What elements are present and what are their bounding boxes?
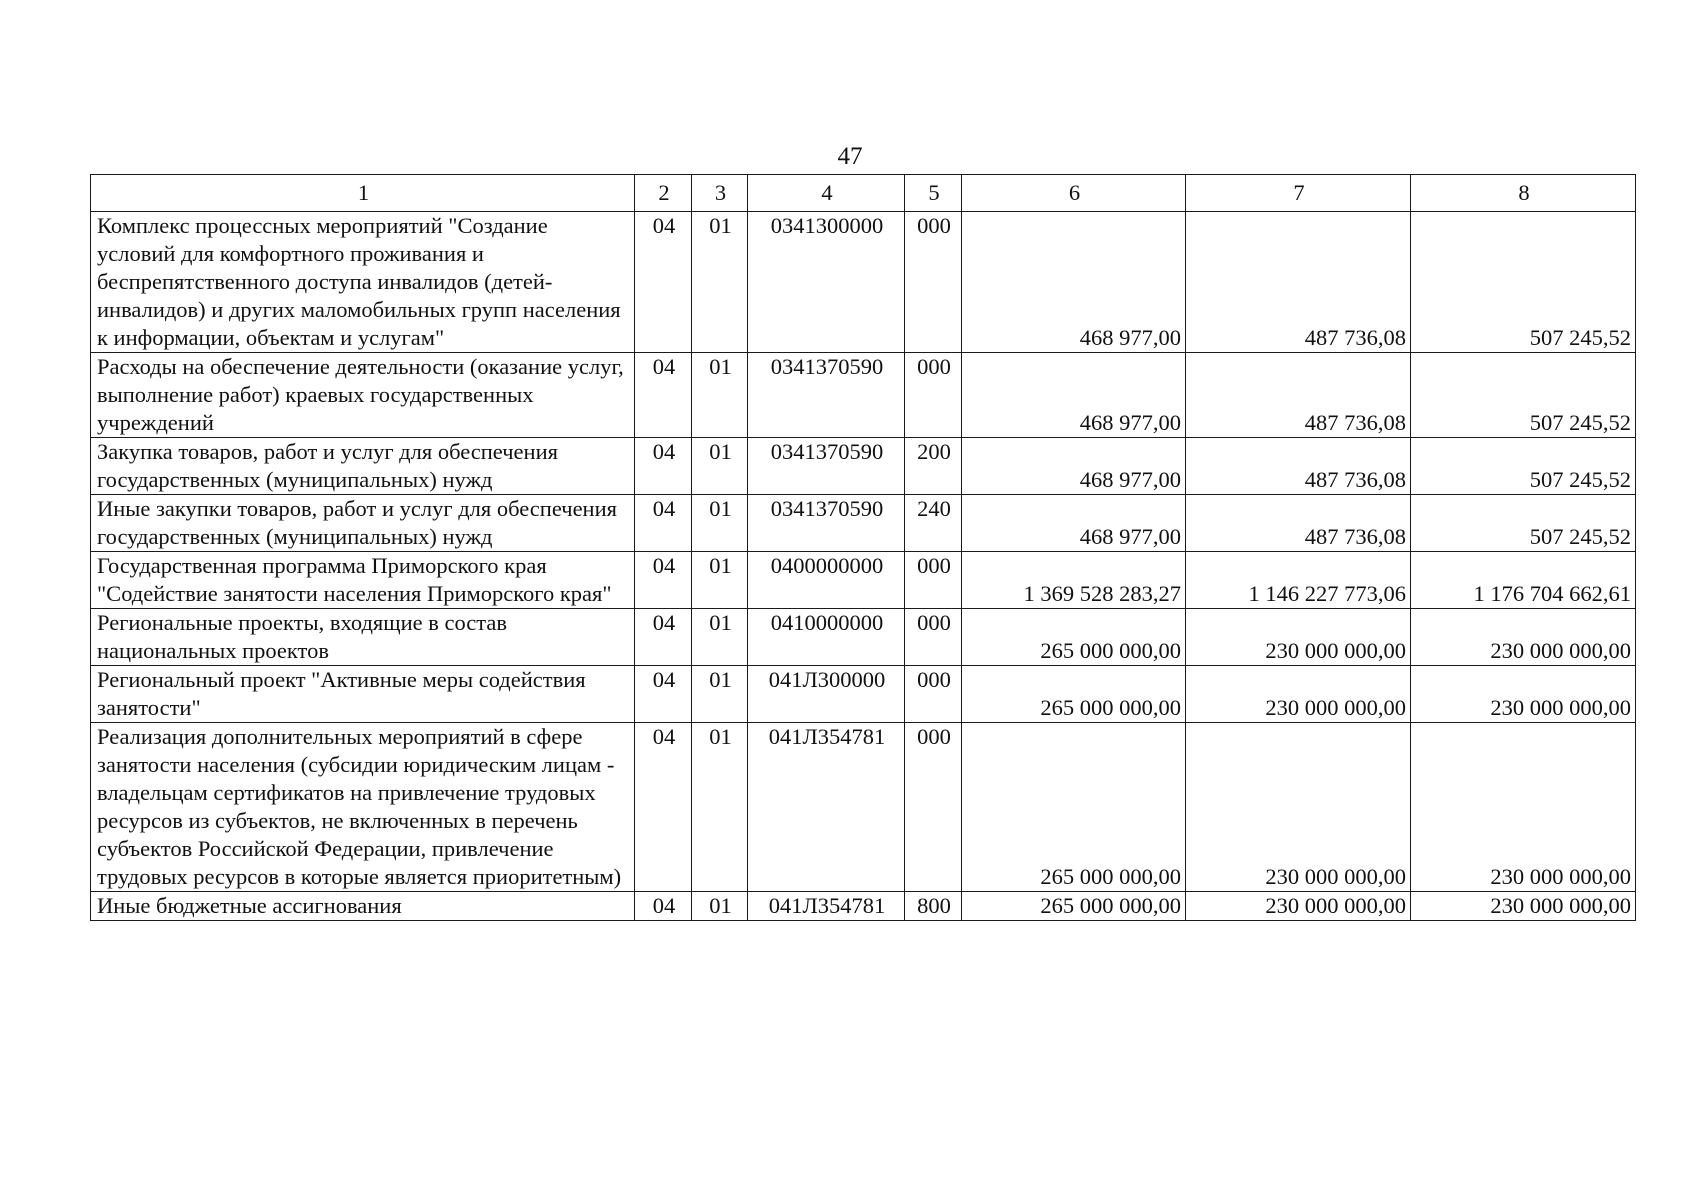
row-sum-8: 230 000 000,00 bbox=[1411, 892, 1636, 921]
row-sum-7: 487 736,08 bbox=[1186, 495, 1411, 552]
row-razdel: 04 bbox=[635, 495, 692, 552]
column-header-2: 2 bbox=[635, 175, 692, 212]
row-tselevaya-statya: 0341300000 bbox=[748, 212, 905, 353]
row-sum-6: 265 000 000,00 bbox=[962, 723, 1186, 892]
row-podrazdel: 01 bbox=[692, 609, 748, 666]
row-razdel: 04 bbox=[635, 353, 692, 438]
row-sum-6: 265 000 000,00 bbox=[962, 666, 1186, 723]
row-vid-rashodov: 240 bbox=[905, 495, 962, 552]
budget-table bbox=[90, 174, 1636, 921]
column-header-6: 6 bbox=[962, 175, 1186, 212]
column-header-7: 7 bbox=[1186, 175, 1411, 212]
row-sum-7: 1 146 227 773,06 bbox=[1186, 552, 1411, 609]
table-row bbox=[91, 552, 1636, 609]
row-razdel: 04 bbox=[635, 666, 692, 723]
row-tselevaya-statya: 0341370590 bbox=[748, 438, 905, 495]
row-name: Расходы на обеспечение деятельности (оказание услуг, выполнение работ) краевых государственных учреждений bbox=[91, 353, 635, 438]
row-podrazdel: 01 bbox=[692, 723, 748, 892]
row-sum-7: 230 000 000,00 bbox=[1186, 892, 1411, 921]
row-podrazdel: 01 bbox=[692, 552, 748, 609]
row-sum-8: 230 000 000,00 bbox=[1411, 723, 1636, 892]
row-vid-rashodov: 000 bbox=[905, 609, 962, 666]
row-vid-rashodov: 000 bbox=[905, 666, 962, 723]
column-header-3: 3 bbox=[692, 175, 748, 212]
row-sum-8: 230 000 000,00 bbox=[1411, 609, 1636, 666]
row-razdel: 04 bbox=[635, 438, 692, 495]
row-name: Региональные проекты, входящие в состав национальных проектов bbox=[91, 609, 635, 666]
row-razdel: 04 bbox=[635, 609, 692, 666]
row-name: Региональный проект "Активные меры содействия занятости" bbox=[91, 666, 635, 723]
table-row bbox=[91, 438, 1636, 495]
row-podrazdel: 01 bbox=[692, 438, 748, 495]
row-sum-6: 468 977,00 bbox=[962, 495, 1186, 552]
row-tselevaya-statya: 041Л354781 bbox=[748, 892, 905, 921]
row-razdel: 04 bbox=[635, 892, 692, 921]
row-vid-rashodov: 000 bbox=[905, 212, 962, 353]
table-row bbox=[91, 723, 1636, 892]
row-vid-rashodov: 000 bbox=[905, 723, 962, 892]
row-vid-rashodov: 200 bbox=[905, 438, 962, 495]
page-number: 47 bbox=[837, 143, 863, 170]
row-razdel: 04 bbox=[635, 212, 692, 353]
row-vid-rashodov: 000 bbox=[905, 552, 962, 609]
row-sum-6: 1 369 528 283,27 bbox=[962, 552, 1186, 609]
row-sum-8: 507 245,52 bbox=[1411, 495, 1636, 552]
row-sum-7: 230 000 000,00 bbox=[1186, 723, 1411, 892]
row-sum-6: 468 977,00 bbox=[962, 438, 1186, 495]
row-sum-8: 230 000 000,00 bbox=[1411, 666, 1636, 723]
table-row bbox=[91, 495, 1636, 552]
row-tselevaya-statya: 0400000000 bbox=[748, 552, 905, 609]
column-header-8: 8 bbox=[1411, 175, 1636, 212]
table-row bbox=[91, 609, 1636, 666]
row-podrazdel: 01 bbox=[692, 892, 748, 921]
row-sum-7: 487 736,08 bbox=[1186, 212, 1411, 353]
table-row bbox=[91, 892, 1636, 921]
row-name: Реализация дополнительных мероприятий в сфере занятости населения (субсидии юридическим лицам - владельцам сертификатов на привлечение трудовых ресурсов из субъектов, не включенных в перечень субъектов Российской Федерации, привлечение трудовых ресурсов в которые является приоритетным) bbox=[91, 723, 635, 892]
column-header-4: 4 bbox=[748, 175, 905, 212]
row-razdel: 04 bbox=[635, 723, 692, 892]
row-sum-6: 265 000 000,00 bbox=[962, 609, 1186, 666]
row-podrazdel: 01 bbox=[692, 353, 748, 438]
row-razdel: 04 bbox=[635, 552, 692, 609]
row-name: Закупка товаров, работ и услуг для обеспечения государственных (муниципальных) нужд bbox=[91, 438, 635, 495]
row-vid-rashodov: 800 bbox=[905, 892, 962, 921]
row-tselevaya-statya: 041Л300000 bbox=[748, 666, 905, 723]
row-sum-6: 468 977,00 bbox=[962, 353, 1186, 438]
row-sum-8: 507 245,52 bbox=[1411, 212, 1636, 353]
row-tselevaya-statya: 0410000000 bbox=[748, 609, 905, 666]
row-vid-rashodov: 000 bbox=[905, 353, 962, 438]
row-name: Комплекс процессных мероприятий "Создание условий для комфортного проживания и беспрепятственного доступа инвалидов (детей-инвалидов) и других маломобильных групп населения к информации, объектам и услугам" bbox=[91, 212, 635, 353]
row-sum-8: 507 245,52 bbox=[1411, 353, 1636, 438]
row-sum-6: 265 000 000,00 bbox=[962, 892, 1186, 921]
row-sum-7: 487 736,08 bbox=[1186, 438, 1411, 495]
row-podrazdel: 01 bbox=[692, 495, 748, 552]
row-sum-6: 468 977,00 bbox=[962, 212, 1186, 353]
table-row bbox=[91, 212, 1636, 353]
row-sum-7: 487 736,08 bbox=[1186, 353, 1411, 438]
table-row bbox=[91, 353, 1636, 438]
row-tselevaya-statya: 0341370590 bbox=[748, 495, 905, 552]
row-name: Иные закупки товаров, работ и услуг для обеспечения государственных (муниципальных) нужд bbox=[91, 495, 635, 552]
row-podrazdel: 01 bbox=[692, 666, 748, 723]
row-tselevaya-statya: 041Л354781 bbox=[748, 723, 905, 892]
row-name: Иные бюджетные ассигнования bbox=[91, 892, 635, 921]
row-tselevaya-statya: 0341370590 bbox=[748, 353, 905, 438]
column-header-5: 5 bbox=[905, 175, 962, 212]
row-podrazdel: 01 bbox=[692, 212, 748, 353]
row-sum-7: 230 000 000,00 bbox=[1186, 666, 1411, 723]
column-header-1: 1 bbox=[91, 175, 635, 212]
row-name: Государственная программа Приморского края "Содействие занятости населения Приморского края" bbox=[91, 552, 635, 609]
header-row bbox=[91, 175, 1636, 212]
row-sum-7: 230 000 000,00 bbox=[1186, 609, 1411, 666]
table-row bbox=[91, 666, 1636, 723]
row-sum-8: 1 176 704 662,61 bbox=[1411, 552, 1636, 609]
row-sum-8: 507 245,52 bbox=[1411, 438, 1636, 495]
